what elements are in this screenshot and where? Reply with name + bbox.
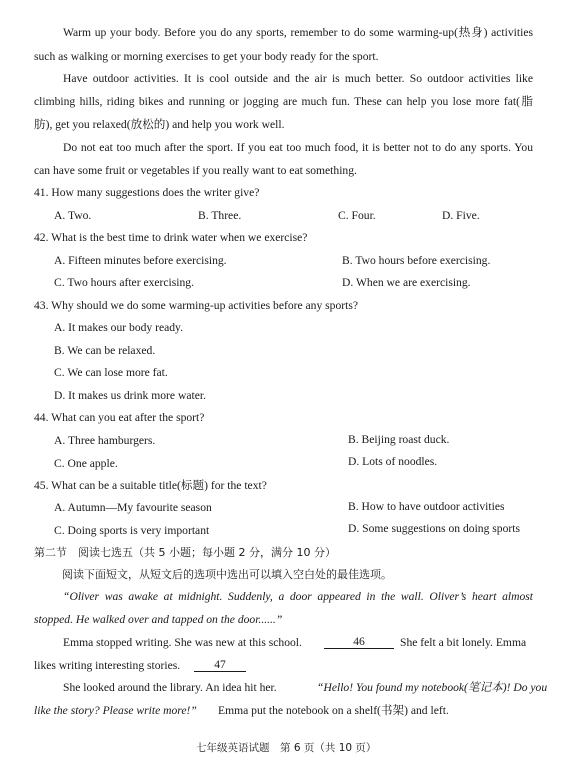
story-line-2: likes writing interesting stories. xyxy=(34,659,181,672)
story-line-3-quote: “Hello! You found my notebook(笔记本)! Do you xyxy=(317,681,548,694)
question-41-option-d[interactable]: D. Five. xyxy=(442,209,480,222)
question-44-option-d[interactable]: D. Lots of noodles. xyxy=(348,455,438,468)
question-43-option-d[interactable]: D. It makes us drink more water. xyxy=(54,389,206,402)
page-footer: 七年级英语试题 第 6 页（共 10 页） xyxy=(196,742,377,754)
question-41-option-a[interactable]: A. Two. xyxy=(54,209,92,222)
question-41-stem: 41. How many suggestions does the writer give? xyxy=(34,186,260,199)
story-line-1-end: She felt a bit lonely. Emma xyxy=(400,636,527,649)
question-43-option-b[interactable]: B. We can be relaxed. xyxy=(54,344,156,357)
passage-paragraph-2-line-1: Have outdoor activities. It is cool outside and the air is much better. So outdoor activities like xyxy=(63,72,533,85)
question-44-stem: 44. What can you eat after the sport? xyxy=(34,411,205,424)
question-44-option-a[interactable]: A. Three hamburgers. xyxy=(54,434,156,447)
passage-paragraph-1-line-1: Warm up your body. Before you do any sports, remember to do some warming-up(热身) activities xyxy=(63,26,533,39)
passage-paragraph-3-line-1: Do not eat too much after the sport. If you eat too much food, it is better not to do any sports. You xyxy=(63,141,533,154)
passage-paragraph-2-line-2: climbing hills, riding bikes and running or jogging are much fun. These can help you lose more fat(脂 xyxy=(34,95,533,108)
question-42-option-c[interactable]: C. Two hours after exercising. xyxy=(54,276,194,289)
question-45-option-d[interactable]: D. Some suggestions on doing sports xyxy=(348,522,520,535)
section-instruction: 阅读下面短文，从短文后的选项中选出可以填入空白处的最佳选项。 xyxy=(62,568,392,581)
question-45-stem: 45. What can be a suitable title(标题) for the text? xyxy=(34,479,267,492)
question-43-option-c[interactable]: C. We can lose more fat. xyxy=(54,366,168,379)
question-44-option-b[interactable]: B. Beijing roast duck. xyxy=(348,433,450,446)
passage-paragraph-3-line-2: can have some fruit or vegetables if you really want to eat something. xyxy=(34,164,357,177)
question-45-option-b[interactable]: B. How to have outdoor activities xyxy=(348,500,505,513)
question-42-stem: 42. What is the best time to drink water when we exercise? xyxy=(34,231,308,244)
question-41-option-c[interactable]: C. Four. xyxy=(338,209,376,222)
question-41-option-b[interactable]: B. Three. xyxy=(198,209,242,222)
question-42-option-b[interactable]: B. Two hours before exercising. xyxy=(342,254,491,267)
passage-paragraph-2-line-3: 肪), get you relaxed(放松的) and help you work well. xyxy=(34,118,285,131)
story-quote-line-2: stopped. He walked over and tapped on the door......” xyxy=(34,613,283,626)
question-45-option-c[interactable]: C. Doing sports is very important xyxy=(54,524,210,537)
passage-paragraph-1-line-2: such as walking or morning exercises to get your body ready for the sport. xyxy=(34,50,379,63)
story-line-3-start: She looked around the library. An idea hit her. xyxy=(63,681,277,694)
answer-blank-47[interactable]: 47 xyxy=(194,659,246,672)
question-44-option-c[interactable]: C. One apple. xyxy=(54,457,118,470)
section-heading: 第二节 阅读七选五（共 5 小题；每小题 2 分，满分 10 分） xyxy=(34,546,336,559)
story-line-4-quote: like the story? Please write more!” xyxy=(34,704,197,717)
question-43-option-a[interactable]: A. It makes our body ready. xyxy=(54,321,183,334)
story-quote-line-1: “Oliver was awake at midnight. Suddenly, a door appeared in the wall. Oliver’s heart almost xyxy=(63,590,533,603)
question-42-option-d[interactable]: D. When we are exercising. xyxy=(342,276,471,289)
question-43-stem: 43. Why should we do some warming-up activities before any sports? xyxy=(34,299,359,312)
answer-blank-46[interactable]: 46 xyxy=(324,636,394,649)
question-42-option-a[interactable]: A. Fifteen minutes before exercising. xyxy=(54,254,227,267)
story-line-4-end: Emma put the notebook on a shelf(书架) and left. xyxy=(218,704,449,717)
story-line-1-start: Emma stopped writing. She was new at this school. xyxy=(63,636,302,649)
question-45-option-a[interactable]: A. Autumn—My favourite season xyxy=(54,501,212,514)
